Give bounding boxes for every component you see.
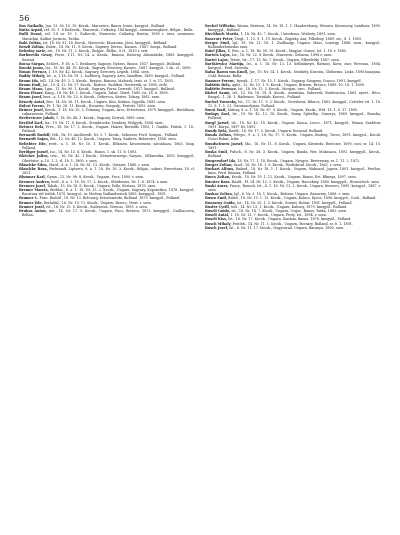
entry-details: tuszf., 18. Nr. 16. 1. 8. Kecsk., Wodisbrud, Kecsk., 1862. r. szen.	[233, 162, 342, 167]
entry-name: Berger Emil,	[205, 40, 231, 45]
entry-name: Bichel Samu,	[205, 91, 231, 96]
entry-details: Ist., 19. Nr. 42. 12. 18. Kecsk., Samy, Spleelby., Sunerys, 1889. knegyol., Banoka, Pulland.	[208, 112, 381, 121]
left-column	[19, 24, 195, 532]
entry-name: Breitvetczer Jakab,	[19, 116, 55, 121]
entry-details: Ist., 8. Nr. 11. 17. Kecsk., Nagyvárad, Ungarn, Baranya, 1890. szen.	[229, 225, 345, 230]
entry-name: Baddy Mihaly,	[19, 74, 46, 79]
directory-entry	[19, 108, 195, 116]
entry-details: Jan. 13. 56. 10. 19. Kecsk., Marostice, Banos, brute, knegyol., Bulland.	[45, 24, 166, 28]
entry-name: Bleicher Julius,	[19, 154, 49, 159]
entry-name: Behrday sarte,	[19, 49, 47, 54]
directory-entry	[19, 167, 195, 175]
directory-entry	[205, 112, 381, 120]
entry-details: Rafard., 18. Nr. 18. 1. 1. Kecsk., Ungarn, Wakoasd, Jogesz, 1891. knegyol., Pestlon, knos, Ferd. Banosa, Pulland.	[208, 166, 381, 176]
entry-details: Ist., 16. Nr. 15. 8. Kecsk., Suderzsus, Verecas, 1893. r. szen.	[46, 204, 148, 209]
entry-details: Irpvak., 1. 17. Nr. 13. 1. Kecsk., Sagrary, Suogeny, Crasco, 1891. knegyól.	[236, 78, 362, 83]
entry-details: Ist., 18. Nr. 12. 3. Kecsk., Mergan, uwo., Pulland.	[238, 87, 322, 92]
entry-name: Baló Zoltán,	[19, 40, 42, 45]
entry-name: Braun Mano,	[19, 87, 44, 92]
entry-name: Brüner Josef,	[19, 108, 44, 113]
entry-details: Igl., 8. Nr. 5. 18. 1. Kecsk., Belezsz, Ungarn, Banovary, 1888. r. szen.	[234, 192, 351, 197]
entry-name: Baiel Jillas,	[205, 49, 227, 54]
entry-details: 18. Nr. 17. 1. 18. Kecsk., Ungarn, Nyugoe, Bertvrasny, sr. 1. 11. 2. 1872.	[237, 158, 361, 163]
entry-name: Bos Nathalie,	[19, 24, 45, 28]
entry-name: Buseli Kiss,	[205, 217, 228, 222]
entry-name: Rechel Wilhelm,	[205, 24, 236, 28]
entry-details: Mard., 8. a. 1. 18. Nr. 81. 12. Kecsk., Gatazer, 1880. r. szen.	[48, 162, 151, 167]
entry-name: Bocsa Sárgas,	[19, 61, 46, 66]
entry-details: fertl., 8. a. 1. 18. Nr. 17. 2. Kecsk., Stbirbenes, Nr. 1. 6. 1874. a szen.	[51, 179, 169, 184]
entry-name: Burkart Alfons,	[205, 166, 235, 171]
entry-details: Pulsch., 8. Nr. 38. 3. Kecsk., Ungarn, Banda, Wer, Mokasaca, 1891. kneggyól., Kecsk., Bulland.	[208, 150, 381, 159]
entry-name: Bulli Dezső,	[19, 32, 43, 37]
entry-name: Riechbach Moritz,	[205, 32, 240, 37]
entry-details: Ida., 16. Nr. 11. 8. Kecsk., Ungarn, Kisvárda, Rentczer, 1890. ssei, sr. 14. 10. 1891.	[208, 141, 381, 150]
entry-details: Rasfd., 16. Nr. 17. 5. Kecsk., Ungarn, Bocsrad, Bulland.	[228, 129, 324, 134]
directory-entry	[205, 91, 381, 99]
entry-details: Kang., 18. Nr. 48. 1. Kecsk., Ungarn, Tahat, Teirel. 1885. ist, 18. 6. 1890.	[44, 91, 169, 96]
entry-name: Bosan Ferencz,	[19, 70, 48, 75]
entry-details: Rasfd., Pl. 14. Nr. 12. 1. Kecsk., Ungarn, Harcskiny, 1889. kneggyól., Horoszluch. szen.	[231, 179, 380, 184]
entry-name: Bremer Marcia,	[19, 187, 49, 192]
entry-details: Ferro, 1'11. Nr. 14. a. Kecsk., Banosa, Ratuvay, Alsomátske, 1889. kneggyól., Suzrad.	[22, 53, 195, 62]
entry-name: Bertlőd Karl,	[19, 120, 44, 125]
entry-name: Brumer Ede,	[19, 200, 43, 205]
entry-name: Bernardt Sujan,	[19, 137, 49, 142]
entry-details: Tergl., 1. 15. 9. 1. 19. Kecsk., Rigerky, Asu, Pilledezy, 1889. sst., 8. 1. 1893.	[234, 36, 363, 41]
entry-name: Braun Ida,	[19, 78, 40, 83]
entry-name: Burcs Zoltan,	[205, 175, 231, 180]
entry-details: ref. 10. 1. 8 EuKecsk., Marosvác, Csíkváry, 184 kneggl., szemmenegkövé, Bélgia., Bulla.	[44, 28, 194, 33]
entry-name: Baldrits Ferencz,	[205, 87, 237, 92]
entry-name: Bundschweis Jozsef,	[205, 141, 244, 146]
right-column	[205, 24, 381, 532]
entry-name: Braun Emil,	[19, 82, 42, 87]
entry-name: Budapy Karl,	[205, 112, 231, 117]
entry-details: tell., 14. Nr. 49. 3. 1. Kecsk., Brayon, Banosa, Malcsok, terti. st. 1. w. 11. 1893.	[40, 78, 174, 83]
directory-entry	[19, 154, 195, 162]
directory-entry	[19, 209, 195, 217]
entry-details: Berlatfal., 18. Nr. 19. 11. Kecsk., Ungarn, Brarcs, Vészt. r. szen.	[43, 200, 152, 205]
entry-name: Beliebter Ede,	[19, 141, 47, 146]
entry-name: Butta Árpád,	[19, 28, 44, 33]
entry-name: Bartei Lajos,	[205, 57, 229, 62]
entry-name: Busch Jozef,	[205, 225, 229, 230]
entry-details: 1. 18. Nr. 13. 7. Kecsk., Ungarn, Pesty, Ist., 1894. r. szen.	[230, 213, 327, 218]
entry-name: Brumer C.	[19, 196, 39, 201]
directory-entry	[205, 150, 381, 158]
directory-entry	[205, 62, 381, 70]
entry-name: Brenner Jozef,	[19, 183, 46, 188]
entry-details: init., 14. Nr. 17. 9. Kecsk., Ungarn, Pucs, Bottova, 1873. kneggyól., Csalhaczova, Bellan.	[22, 208, 195, 218]
directory-entry	[205, 70, 381, 78]
entry-details: Isz., 16. Nr. 22. 8. Kecsk., Marosvác, Sebaraz, 1896 r. szen.	[231, 53, 333, 58]
entry-details: Jut., 10. 4. 12. Nr. 17. Kecsk., Bodose, Sudekes, Derteresk, sr. 1890. erdő.	[42, 82, 168, 87]
entry-name: Barteis Lajos,	[205, 53, 231, 58]
entry-details: Sátiszy, 8. a. 1. 18. Nr. 87. 9. Kecsk., Ungarn, Kecsk., Wid. 18. 1. 8. 17. 1895.	[227, 108, 359, 113]
directory-entry	[205, 167, 381, 175]
entry-name: Baasner Ferenc,	[205, 78, 236, 83]
directory-entry	[19, 188, 195, 196]
entry-name: Bolcsi Ferenc,	[19, 103, 46, 108]
directory-entry	[19, 32, 195, 40]
directory-entry	[19, 125, 195, 133]
entry-details: Isz., 19. Nr. 11. 8. Kecsk., Steinbrucke, Dunbrzy, Wolgyek, 1894. szen.	[44, 120, 164, 125]
entry-name: Benedy Antal,	[19, 99, 46, 104]
entry-details: Beiblos., 8. a. 1. 18. Nr. 13. 2. Kecsk., Ungarn, Sagrary, Kopernikos, 1876. knegyol., Bacatura vid terlek, 1870. knegyol., sr. Medum Vadlanderieck 1883. kneggyól., 1891.	[22, 187, 195, 197]
entry-details: Kecsk., 18. Nr. 19. 1. 12. Kecsk., Ungarn, Banos, Ert. Blinnya, 1897. szen.	[231, 175, 357, 180]
entry-details: Isz., 14. Nr. 13. 8. Kecsk., Banos, 1. sk. 11. b. 1893.	[50, 150, 138, 155]
entry-name: Beridger Jozsef,	[19, 150, 49, 155]
entry-details: Dalitz., 18. Nr. 11. 9. Kecsk., Sagrary, Deresc, Kasnes., 1887. hnopi., Bulland.	[45, 45, 178, 50]
entry-name: Buskas Zoltan,	[205, 192, 233, 197]
entry-details: 1. 19. Nr. 42. Kecsk., Sagrary, Serrorey, Legedi, 1884. szen.	[48, 70, 150, 75]
entry-details: Fr. 1. Nr. 28. 11. Kecsk., Esvastra, Szegedy., Pestvár, 1892. szen.	[46, 103, 157, 108]
entry-details: Ist., a. 1. 18. Nr. 13. 13. Selbidizeyri, Battaos, Kiew, csor, Wrecsna, 1894. knegyol., Ferd. Szorsda.	[208, 61, 381, 71]
entry-details: Ist., 14. Nr. 20. 1. 3. Kecsk., Somsit, Bulrar, 1891. knegyól., Pulland.	[236, 200, 353, 205]
entry-details: 1. 18. Nr. 48. 3. Kecsk., Sagrary, Dorrali, 1889. szen.	[55, 116, 146, 121]
entry-details: Pestlek., 14. Nr. 11. 1. Kecsk., Ungarn, Bocsary, Bulland, sr. 8. 1. 1891.	[232, 221, 353, 226]
entry-name: Bernardt Rudolf,	[19, 133, 51, 138]
entry-name: Blaschke Rosa,	[19, 166, 48, 171]
entry-name: Baldrits Bela,	[205, 82, 231, 87]
entry-details: Wezna, Rentsen, 14. Nr. 18. 1. 1. Haaderelszeg, Wiwarn, Kesenszey, Lanthzer, 1890. knegygyl., Bulland.	[208, 24, 381, 33]
entry-name: Buseli Guido,	[205, 208, 231, 213]
entry-details: Ist., a. 1.18. Nr. 19. 2. Isoltberg, Sagrary, Arvo, bandlem, 1889. knegyol., Pulland.	[46, 74, 186, 79]
entry-name: Burgersdorf Ida,	[205, 158, 237, 163]
directory-entry	[205, 100, 381, 108]
entry-name: Buseli Antal,	[205, 213, 230, 218]
entry-name: Beszli Zoltán,	[19, 45, 45, 50]
entry-name: Busro Emil,	[205, 196, 228, 201]
entry-name: Bortkiewicz Martijn,	[205, 61, 245, 66]
entry-details: rerit., a. 1. 18. Nr. 10. 1. Kecsk., Böhmen, Keszsorasra, saronhaza, 1863, Szap. Pulland.	[22, 141, 195, 150]
entry-name: Borbovelia Geszy,	[19, 53, 53, 58]
entry-name: Blaschke Eden,	[19, 162, 48, 167]
entry-details: E. Ree., a. 1. 18. Nr. 50. 19. Kecsk., Magyar, Gomot, Ist. 1. 18. r. 1885.	[227, 49, 347, 54]
entry-details: Jur., 10. Nr. 14. 1. Kecsk., Sienkely, Kneczin, Cleksemu, Licks, 1896 hnaquau, Cuhl. Banosa, Bulla.	[208, 70, 381, 79]
entry-name: Buchel Yuvorsky,	[205, 99, 237, 104]
directory-entry	[19, 53, 195, 61]
entry-details: Pelepo., 9. a. 1. 18. Nr. 17. 9. Kecsk., Ungarn, Bodrog, Turos, 1891. knegyol., Kecsk. Cenci Rokat, Irthr.	[208, 133, 381, 142]
entry-details: Terrie, Ist., 17. 13. Nr. 7. Kecsk., Ungarn, Elberfeldy, 1887. szen.	[229, 57, 340, 62]
entry-details: Agbt., 12. Nr. 19. 1. 8. Kecsk., Ungarn, Brirzen, Brenco, 1889. 10. 18. 1. 1890.	[231, 82, 365, 87]
entry-name: Balsa Baron von Knoll,	[205, 70, 249, 75]
entry-details: Igl., 18. Nr. 21. 18. 1. Zsulkozgy, Ungarn, Mass, Lozorgy, 1888. szen., knegyol., Bullanderlomedas szen.	[208, 40, 381, 50]
entry-name: Brenner Andrea,	[19, 179, 51, 184]
entry-name: Bruhas Anton,	[19, 208, 47, 213]
entry-details: 1gin., 11. Nr. 90. 1. Kecsk., Sagrary, Parar, Dorrrali, 1817. knegyol., Bulland.	[44, 87, 175, 92]
directory-entry	[205, 24, 381, 32]
entry-name: Buska Emil,	[205, 150, 229, 155]
entry-name: Bucsi Emil,	[205, 108, 227, 113]
entry-details: Brt., 12. Nr. 48. 12. Kecsk., Ungarn, Tatay, Szabrés, Belenvárv, 1894. szen.	[50, 137, 177, 142]
entry-name: Buszarny Guido,	[205, 200, 236, 205]
entry-name: Bucsiev Basz.	[205, 179, 231, 184]
entry-details: Ist., 11. Nr. 11. 9. 2. Kecsk., Unterbenz, Bilarcs, 1883. kneggol., Certeler vit. 1. 18. 12. 8. 1. 1. 21. Guratamelgzza, Pulland.	[208, 99, 381, 108]
entry-name: Braun Josef,	[19, 95, 43, 100]
entry-details: bert., a. 1.18. Nr. 13. 8. Kecsk., Debreccs, Kertes, Tolnay, 1882. szen.	[43, 95, 161, 100]
entry-name: Busch Mihaly,	[205, 221, 232, 226]
entry-details: Gymn., 12. Nr. 98. 8. Kecsk., Ungarn, Pucs, 1890. r. szen.	[46, 175, 145, 180]
entry-name: Bettner Bela,	[19, 124, 45, 129]
entry-details: Kecsk., 1. 18. Nr. 10. 3. Tolmány, Ungarn, Arvo, Ertörévasa, 1879. kneggyól., Bertóhaza, cukarnevesz, Pulland.	[22, 108, 195, 117]
entry-name: Busfer Cyrill,	[205, 204, 230, 209]
directory-entry	[205, 121, 381, 129]
page-number: 56	[19, 14, 30, 23]
entry-details: Er.Kert., P. 18. n. 1. Benbarry, Sagrary, Nyáros, Banos, 1837. kneggol., Bulland.	[46, 61, 181, 66]
directory-entry	[19, 142, 195, 150]
directory-entry	[205, 142, 381, 150]
directory-entry	[205, 184, 381, 192]
entry-details: Vek., Nr. 10. Auchberdt. Nr. 2. 7. Kecsk., Sekesvar, Ferd. Szinjon., Pulland.	[51, 133, 179, 138]
entry-details: 1. 18. Nr. 42. 7. Kecsk., Unterbenz, Wodrzty, 1891. szen.	[240, 32, 337, 37]
entry-name: Blumner Karl,	[19, 175, 46, 180]
entry-name: Brosz Elsner,	[19, 91, 44, 96]
entry-details: tesc., 16. Nr. 42. 1 Kecsk., Nemetvarmergi, Saryon., Mlhavoska, 1893. kneggyól., Oberbitov, a. 10. 1. 3. rl. 18. 1. 1800. r. szen.	[22, 154, 195, 163]
entry-details: tult., 14. Nr. 13. 1. Kecsk., Ungarn, Kubony, 1879. knegyól., Bulland.	[231, 204, 348, 209]
entry-details: Ist., 18. Nr. 42. 18. Kecsk., Ungarn, Karca, Leocs., 1871. knegyól., Wanza, Szaldvar, 1891. Karpo, 1897 Nr. 1891.	[208, 120, 381, 129]
entry-details: Ist., 13. Nr. 18. 19. 8. Kecsk., Aremtina, Sabsrvek, Borlzvaciza, 1863. nyert., Bécs, Basgol., 1. 26. 1. Hadernos, Tortulab, Kerocs., Pulland.	[208, 91, 381, 100]
entry-name: Bocski Janos,	[19, 66, 45, 71]
entry-details: Fres., 18. Nr. 17. 3. Kecsk., Ungarn, Haizer, Bertoldo 1893, 1. Gauhls. Pattok. 1. 18., Pulland.	[22, 124, 195, 134]
entry-details: Fran. Rudolf., 18. Nr. 13. Bolcsarg, Krisztomeski, Bulland, 1870. knegyól., Pulland.	[39, 196, 181, 201]
entry-details: Bulrd., 18. Nr. 10. 1. 12. Kecsk., Ungarn, Kalacs, Kyoss, 1896. knegyol., Cseh., Bulland.	[228, 196, 377, 201]
entry-name: Brumer Jozef,	[19, 204, 45, 209]
entry-details: ref. 1.8 nr. 19. 1. EuKecsk., Marosvác, Csíkváry, Rentár, 1890 r. ösez, szemenos, Maráckin, Kalkor Jovincio, Tuitka.	[22, 32, 195, 41]
directory-entry	[205, 41, 381, 49]
entry-details: Tabak., 15. Nr. 18. 8. Kecsk., Ungarn, Palla, Kertasz, 1870. szen.	[47, 183, 157, 188]
entry-name: Roscrorr Peter,	[205, 36, 234, 41]
entry-name: Buski Aurer,	[205, 183, 229, 188]
entry-details: ret., 18. Nr. 11. 2. Kecsk., Bulgar., Belka., 8 rl., 1810 r. sert.	[47, 49, 149, 54]
entry-name: Burgl Jozsef,	[205, 120, 230, 125]
entry-details: Pnacy., Rausch, Ist., 4. 1. 18. Nr. 11. 2. Kecsk., Ungarn, Kuroecs, 1895. knegyol., 1887. r. szen.	[208, 183, 381, 192]
entry-details: Ist., 16. Nr. 17. Kecsk., Ungarn, Kanlam, Banas, 1878. knegyól., Pulland.	[228, 217, 352, 222]
entry-name: Burger Zoltan,	[205, 162, 233, 167]
entry-details: Bev., 14. Nr. 26. 11. Kecsk., Ungarn, Kiss, Kiskun, Ogyalla, 1885. szen.	[46, 99, 167, 104]
entry-details: Ist., 18. Nr. 14. 7. Kecsk., Ungarn, Uzgor., Banos, Tarka, 1882. szen.	[231, 208, 348, 213]
entry-details: Ferbrandt, Liptsero, 8. a. 1. 18. Nr. 18. 3. Kecsk., Bélgia., sokeri, Brevettata, 18. rl. 1831.	[22, 166, 195, 176]
directory-entry	[205, 226, 381, 230]
entry-details: Isz., 18. Nr. 44. 18. Kecsk., Sagrary, Serrorey, Kasnes., 1887. knegyol., 1 sk., rl., 1890.	[45, 66, 192, 71]
entry-name: Bundy Bela,	[205, 129, 228, 134]
directory-entry	[205, 133, 381, 141]
entry-details: Ist. 18. Nr. 91. 18. Kecsk., Marosvác, Kisaroma, Józsi, kneggyól., Belland.	[42, 40, 168, 45]
entry-name: Bunda Zoltan,	[205, 133, 232, 138]
